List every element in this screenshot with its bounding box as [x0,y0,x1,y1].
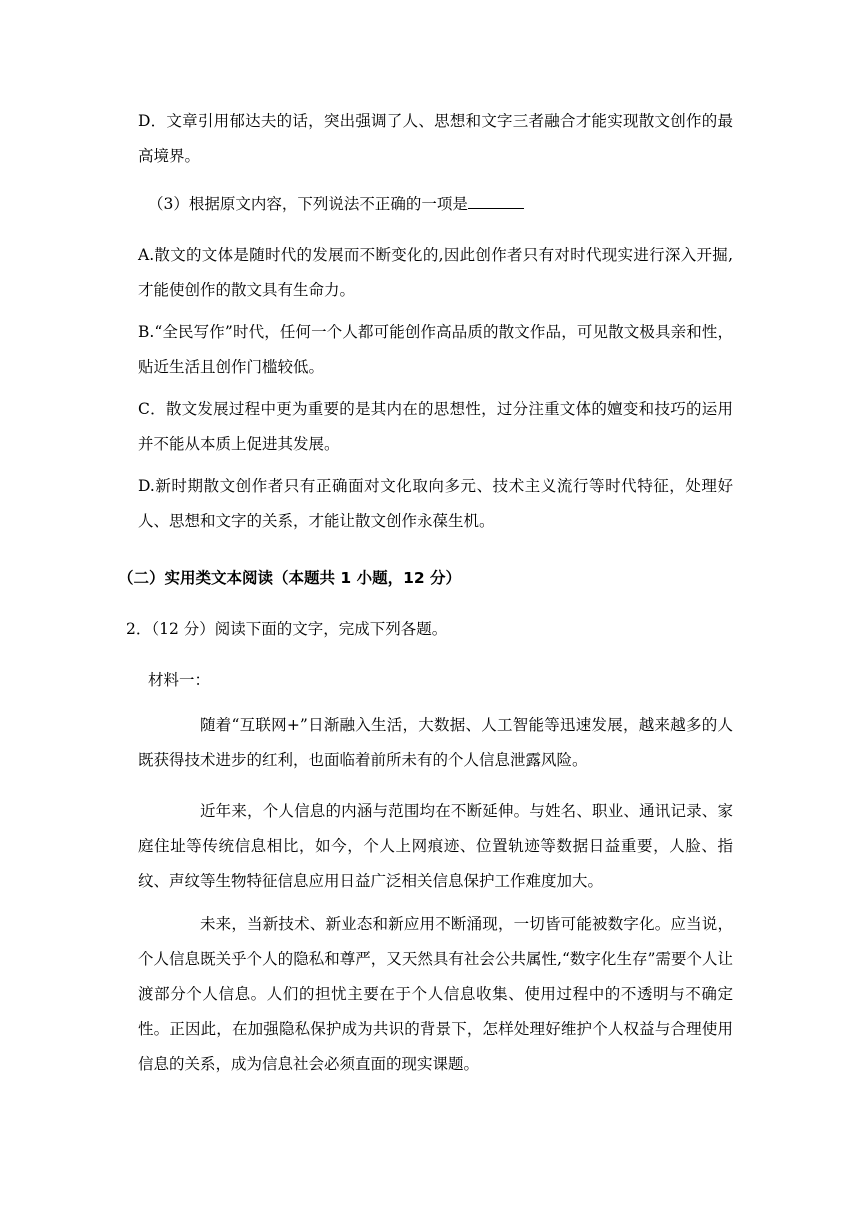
q3-option-d: D.新时期散文创作者只有正确面对文化取向多元、技术主义流行等时代特征，处理好人、思想和文字的关系，才能让散文创作永葆生机。 [138,477,733,530]
q1-option-d: D．文章引用郁达夫的话，突出强调了人、思想和文字三者融合才能实现散文创作的最高境界。 [138,112,733,165]
material-paragraph-1: 随着“互联网+”日渐融入生活，大数据、人工智能等迅速发展，越来越多的人既获得技术进步的红利，也面临着前所未有的个人信息泄露风险。 [138,716,733,769]
q2-stem: 2．（12 分）阅读下面的文字，完成下列各题。 [126,620,448,638]
material-paragraph-3: 未来，当新技术、新业态和新应用不断涌现，一切皆可能被数字化。应当说，个人信息既关乎个人的隐私和尊严，又天然具有社会公共属性,“数字化生存”需要个人让渡部分个人信息。人们的担忧主要在于个人信息收集、使用过程中的不透明与不确定性。正因此，在加强隐私保护成为共识的背景下，怎样处理好维护个人权益与合理使用信息的关系，成为信息社会必须直面的现实课题。 [138,915,733,1073]
q3-option-c: C．散文发展过程中更为重要的是其内在的思想性，过分注重文体的嬗变和技巧的运用并不能从本质上促进其发展。 [138,400,733,453]
q3-stem [148,187,743,222]
material-label: 材料一： [148,671,211,689]
q3-option-a: A.散文的文体是随时代的发展而不断变化的,因此创作者只有对时代现实进行深入开掘,才能使创作的散文具有生命力。 [138,246,733,299]
section-heading: （二）实用类文本阅读（本题共 1 小题，12 分） [118,569,462,587]
q3-option-b: B.“全民写作”时代，任何一个人都可能创作高品质的散文作品，可见散文极具亲和性，贴近生活且创作门槛较低。 [138,323,733,376]
answer-blank [468,190,524,209]
q3-stem-text: （3）根据原文内容，下列说法不正确的一项是 [148,195,468,213]
material-paragraph-2: 近年来，个人信息的内涵与范围均在不断延伸。与姓名、职业、通讯记录、家庭住址等传统信息相比，如今，个人上网痕迹、位置轨迹等数据日益重要，人脸、指纹、声纹等生物特征信息应用日益广泛相关信息保护工作难度加大。 [138,802,733,890]
